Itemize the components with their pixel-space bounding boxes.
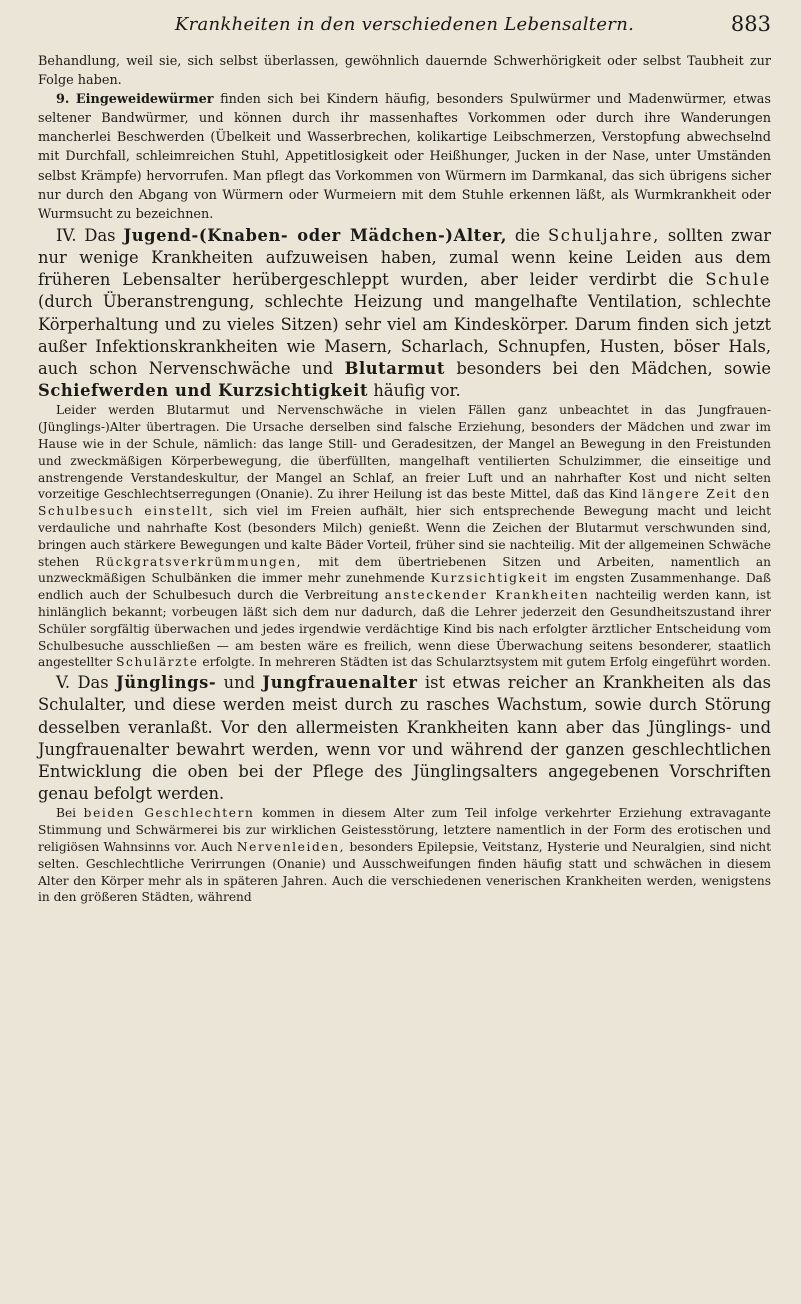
section-v <box>38 672 771 805</box>
spaced-term: Nervenleiden, <box>236 840 346 855</box>
text-run: (durch Überanstrengung, schlechte Heizung und mangelhafte Ventilation, schlechte Körperhaltung und zu vieles Sitzen) sehr viel am Kindeskörper. Darum finden sich jetzt außer Infektionskrankheiten wie Masern, Scharlach, Schnupfen, Husten, böser Hals, auch schon Nervenschwäche und <box>38 292 771 379</box>
spaced-term: Schule <box>705 270 771 290</box>
text-run: sich viel im Freien aufhält, hier sich entsprechende Bewegung macht und leicht verdauliche und nahrhafte Kost (besonders Milch) genießt. Wenn die Zeichen der Blutarmut verschwunden sind, bringen auch stärkere Bewegungen und kalte Bäder Vorteil, früher sind sie nachteilig. Mit der allgemeinen Schwäche stehen <box>38 504 771 569</box>
running-head: Krankheiten in den verschiedenen Lebensaltern. <box>174 14 635 35</box>
text-run: häufig vor. <box>373 381 461 401</box>
paragraph-leider <box>38 402 771 671</box>
text-run: nachteilig werden kann, ist hinlänglich bekannt; vorbeugen läßt sich dem nur dadurch, daß die Lehrer jederzeit den Gesundheitszustand ihrer Schüler sorgfältig überwachen und jedes irgendwie verdächtige Kind bis nach erfolgter ärztlicher Entscheidung vom Schulbesuche ausschließen — am besten wäre es freilich, wenn diese Überwachung seitens besonderer, staatlich angestellter <box>38 588 772 670</box>
spaced-term: Rückgratsverkrümmungen, <box>95 554 303 569</box>
text-run: besonders Epilepsie, Veitstanz, Hysterie und Neuralgien, sind nicht selten. Geschlechtliche Verirrungen (Onanie) und Ausschweifungen finden häufig statt und schwächen in diesem Alter den Körper mehr als in späteren Jahren. Auch die verschiedenen venerischen Krankheiten werden, wenigstens in den größeren Städten, während <box>38 840 772 905</box>
text-run: im engsten Zusammenhange. Daß endlich auch der Schulbesuch durch die Verbreitung <box>38 571 772 603</box>
spaced-term: Schuljahre, <box>548 225 660 245</box>
text-run: kommen in diesem Alter zum Teil infolge verkehrter Erziehung extravagante Stimmung und Schwärmerei bis zur wirklichen Geistesstörung, letztere namentlich in der Form des erotischen und religiösen Wahnsinns vor. Auch <box>38 806 772 855</box>
spaced-term: ansteckender Krankheiten <box>384 588 590 603</box>
paragraph-text: finden sich bei Kindern häufig, besonders Spulwürmer und Madenwürmer, etwas seltener Bandwürmer, und können durch ihr massenhaftes Vorkommen oder durch ihre Wanderungen mancherlei Beschwerden (Übelkeit und Wasserbrechen, kolikartige Leibschmerzen, Verstopfung abwechselnd mit Durchfall, schleimreichen Stuhl, Appetitlosigkeit oder Heißhunger, Jucken in der Nase, unter Umständen selbst Krämpfe) hervorrufen. Man pflegt das Vorkommen von Würmern im Darmkanal, das sich übrigens sicher nur durch den Abgang von Würmern oder Wurmeiern mit dem Stuhle erkennen läßt, als Wurmkrankheit oder Wurmsucht zu bezeichnen. <box>38 92 771 222</box>
text-run: erfolgte. In mehreren Städten ist das Schularztsystem mit gutem Erfolg eingeführt worden. <box>202 655 771 670</box>
text-run: besonders bei den Mädchen, sowie <box>456 359 771 379</box>
text-run: IV. Das <box>56 225 116 245</box>
spaced-term: längere Zeit den Schulbesuch einstellt, <box>38 487 771 519</box>
text-run: ist etwas reicher an Krankheiten als das Schulalter, und diese werden meist durch zu rasches Wachstum, sowie durch Störung desselben veranlaßt. Vor den allermeisten Krankheiten kann aber das Jünglings- und Jungfrauenalter bewahrt werden, wenn vor und während der ganzen geschlechtlichen Entwicklung die oben bei der Pflege des Jünglingsalters angegebenen Vorschriften genau befolgt werden. <box>38 673 771 804</box>
paragraph-bei <box>38 805 771 906</box>
text-run: Bei <box>56 806 77 821</box>
text-run: sollten zwar nur wenige Krankheiten aufzuweisen haben, zumal wenn keine Leiden aus dem früheren Lebensalter herübergeschleppt wurden, aber leider verdirbt die <box>38 225 771 290</box>
text-run: Leider werden Blutarmut und Nervenschwäche in vielen Fällen ganz unbeachtet in das Jungfrauen-(Jünglings-)Alter übertragen. Die Ursache derselben sind falsche Erziehung, besonders der Mädchen und zwar im Hause wie in der Schule, nämlich: das lange Still- und Geradesitzen, der Mangel an Bewegung in den Freistunden und zweckmäßigen Körperbewegung, die überfüllten, mangelhaft ventilierten Schulzimmer, die einseitige und anstrengende Verstandeskultur, der Mangel an Schlaf, an freier Luft und an nahrhafter Kost und nicht selten vorzeitige Geschlechtserregungen (Onanie). Zu ihrer Heilung ist das beste Mittel, daß das Kind <box>38 403 771 502</box>
text-run: V. Das <box>56 673 109 693</box>
spaced-term: Schulärzte <box>116 655 199 670</box>
text-run: mit dem übertriebenen Sitzen und Arbeiten, namentlich an unzweckmäßigen Schulbänken die immer mehr zunehmende <box>38 554 772 586</box>
section-iv <box>38 225 771 403</box>
section-heading: Jugend-(Knaben- oder Mädchen-)Alter, <box>123 225 507 245</box>
bold-term: Schiefwerden und Kurzsichtigkeit <box>38 381 369 401</box>
bold-term: Blutarmut <box>344 359 445 379</box>
paragraph-continued: Behandlung, weil sie, sich selbst überlassen, gewöhnlich dauernde Schwerhörigkeit oder selbst Taubheit zur Folge haben. <box>38 54 771 89</box>
paragraph-9 <box>38 90 771 224</box>
section-heading: Jungfrauenalter <box>262 673 418 693</box>
page-body <box>38 52 771 906</box>
spaced-term: Kurzsichtigkeit <box>430 571 549 586</box>
item-number: 9. <box>56 92 70 108</box>
page-number: 883 <box>730 12 771 36</box>
text-run: und <box>223 673 256 693</box>
text-run: die <box>514 225 541 245</box>
section-heading: Jünglings- <box>115 673 217 693</box>
spaced-term: beiden Geschlechtern <box>83 806 255 821</box>
item-heading: Eingeweidewürmer <box>75 92 214 108</box>
page-header <box>38 0 771 52</box>
